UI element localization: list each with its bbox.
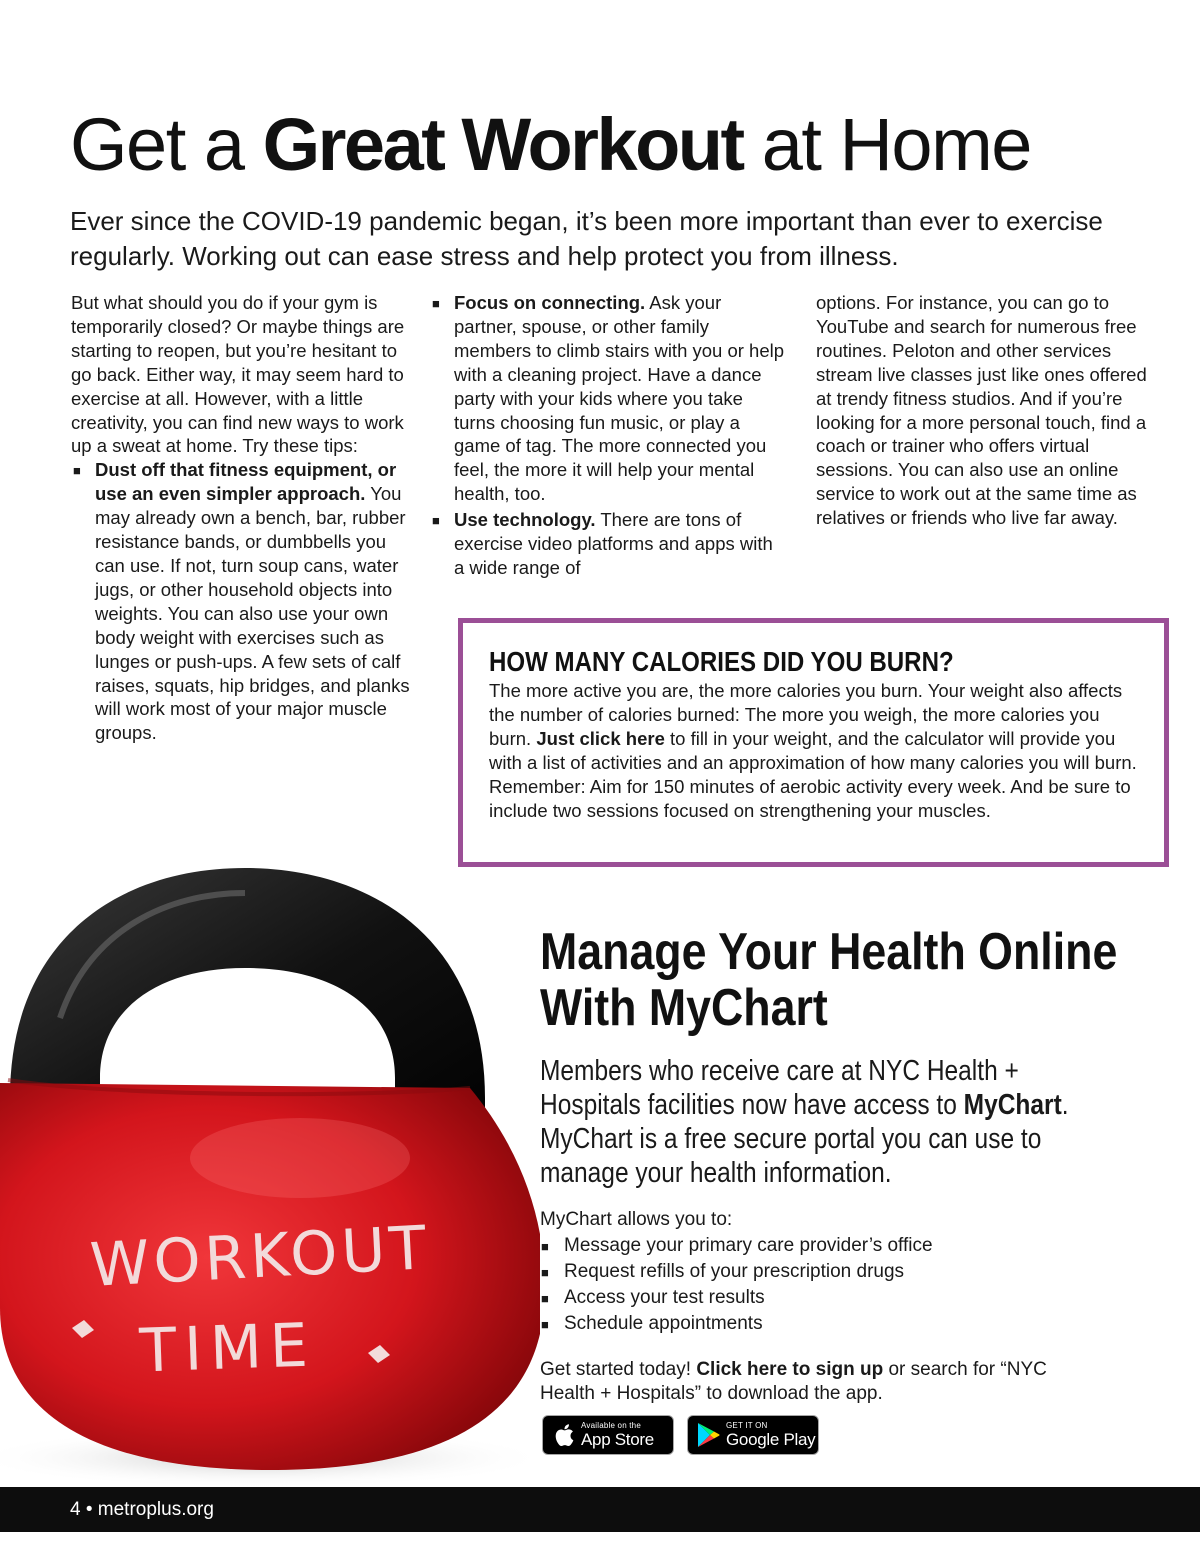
google-badge-big-text: Google Play <box>726 1430 816 1449</box>
bullet-icon: ■ <box>541 1265 549 1280</box>
google-badge-small-text: GET IT ON <box>726 1421 768 1430</box>
apple-icon <box>553 1422 575 1448</box>
bullet-icon: ■ <box>432 296 440 311</box>
bullet-icon: ■ <box>73 463 81 479</box>
kettlebell-text-line2: TIME <box>138 1310 317 1387</box>
mychart-get-started: Get started today! Click here to sign up or search for “NYC Health + Hospitals” to download the app. <box>540 1359 1047 1404</box>
calories-text: The more active you are, the more calories you burn. Your weight also affects the number of calories burned: The more you weigh, the more calories you burn. Just click here to fill in your weight, and the calculator will provide you with a list of activities and an approximation of how many calories you will burn. Remember: Aim for 150 minutes of aerobic activity every week. And be sure to include two sessions focused on strengthening your muscles. <box>489 680 1137 821</box>
mychart-allows-label: MyChart allows you to: <box>540 1209 733 1230</box>
kettlebell-text-line1: WORKOUT <box>88 1213 432 1301</box>
list-item: ■ Schedule appointments <box>540 1311 933 1337</box>
bullet-icon: ■ <box>541 1291 549 1306</box>
sign-up-link[interactable]: Click here to sign up <box>696 1359 884 1380</box>
column-1-paragraph: But what should you do if your gym is temporarily closed? Or maybe things are starting to reopen, but you’re hesitant to go back. Either way, it may seem hard to exercise at all. However, with a little creativity, you can find new ways to work up a sweat at home. Try these tips: <box>71 292 405 457</box>
calorie-calculator-link[interactable]: Just click here <box>536 727 665 749</box>
bullet-icon: ■ <box>541 1239 549 1254</box>
article-column-3 <box>816 291 1156 530</box>
calories-box <box>458 618 1169 867</box>
column-3-paragraph: options. For instance, you can go to YouTube and search for numerous free routines. Peloton and other services stream live classes just like ones offered at trendy fitness studios. And if you’re looking for a more personal touch, find a coach or trainer who offers virtual sessions. You can also use an online service to work out at the same time as relatives or friends who live far away. <box>816 292 1147 529</box>
list-item: ■ Message your primary care provider’s office <box>540 1233 933 1259</box>
app-store-badge[interactable] <box>542 1415 674 1455</box>
apple-badge-big-text: App Store <box>581 1430 654 1449</box>
list-item: ■ Access your test results <box>540 1285 933 1311</box>
bullet-icon: ■ <box>541 1317 549 1332</box>
bullet-icon: ■ <box>432 513 440 529</box>
mychart-lead: Members who receive care at NYC Health + Hospitals facilities now have access to MyChart. MyChart is a free secure portal you can use to manage your health information. <box>540 1055 1069 1189</box>
footer-text: 4 • metroplus.org <box>70 1499 214 1520</box>
page-footer <box>0 1487 1200 1532</box>
article-column-1 <box>71 291 416 745</box>
list-item: ■ Request refills of your prescription drugs <box>540 1259 933 1285</box>
tips-list-1 <box>71 458 416 745</box>
google-play-badge[interactable] <box>687 1415 819 1455</box>
article-column-2 <box>430 291 785 580</box>
kettlebell-image <box>0 858 540 1488</box>
tips-list-2 <box>430 291 785 580</box>
google-play-icon <box>696 1422 720 1448</box>
tip-technology: ■ Use technology. There are tons of exercise video platforms and apps with a wide range of <box>432 509 773 578</box>
page-title: Get a Great Workout at Home <box>70 103 1031 186</box>
tip-connecting: ■ Focus on connecting. Ask your partner, spouse, or other family members to climb stairs with you or help with a cleaning project. Have a dance party with your kids where you take turns choosing fun music, or play a game of tag. The more connected you feel, the more it will help your mental health, too. <box>432 292 785 505</box>
tip-fitness-equipment: ■ Dust off that fitness equipment, or use an even simpler approach. You may already own a bench, bar, rubber resistance bands, or dumbbells you can use. If not, turn soup cans, water jugs, or other household objects into weights. You can also use your own body weight with exercises such as lunges or push-ups. A few sets of calf raises, squats, hip bridges, and planks will work most of your major muscle groups. <box>73 459 410 744</box>
intro-paragraph: Ever since the COVID-19 pandemic began, it’s been more important than ever to exercise regularly. Working out can ease stress and help protect you from illness. <box>70 206 1103 271</box>
apple-badge-small-text: Available on the <box>581 1421 641 1430</box>
calories-heading: HOW MANY CALORIES DID YOU BURN? <box>489 646 954 677</box>
mychart-title: Manage Your Health Online With MyChart <box>540 923 1118 1037</box>
mychart-features-list <box>540 1233 933 1337</box>
